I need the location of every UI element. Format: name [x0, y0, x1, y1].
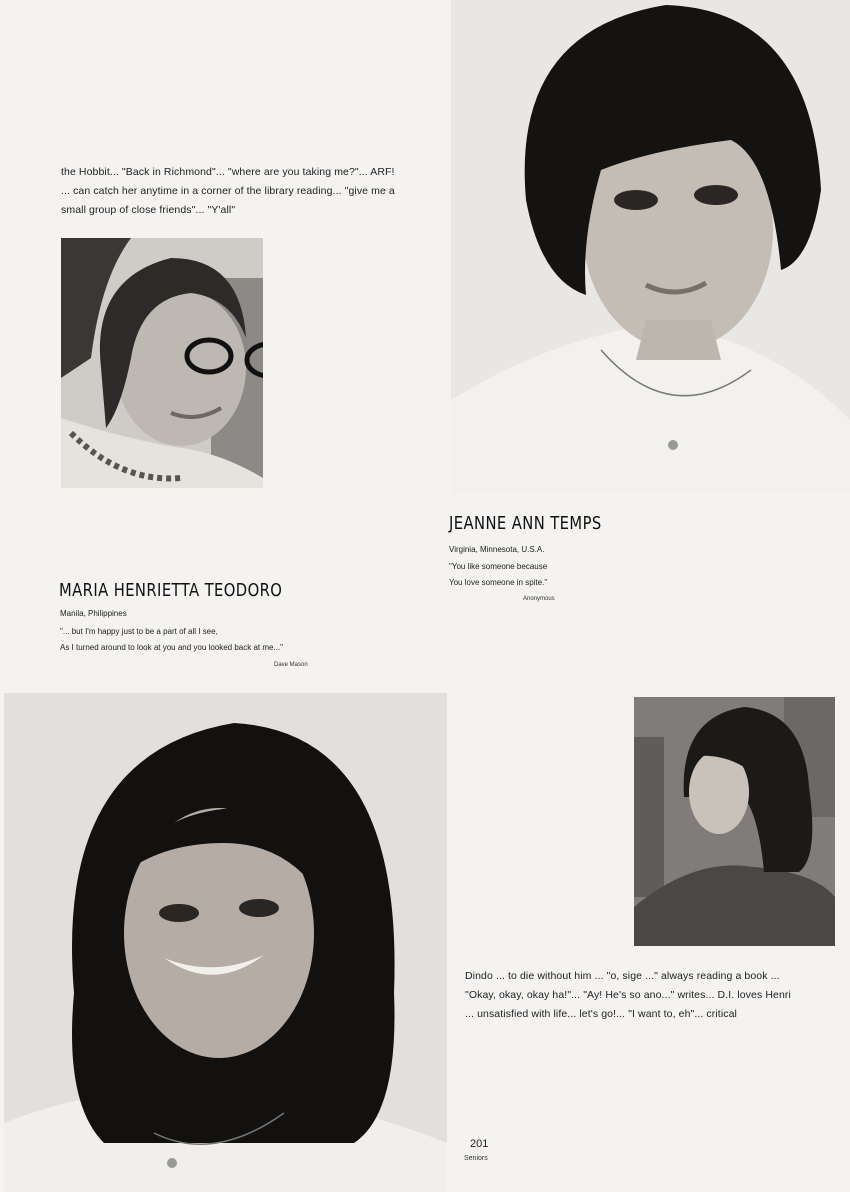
quote-line: As I turned around to look at you and you looked back at me..." [60, 643, 283, 652]
blurb-line: small group of close friends"... "Y'all" [61, 204, 236, 216]
name-teodoro: MARIA HENRIETTA TEODORO [59, 580, 283, 601]
blurb-line: the Hobbit... "Back in Richmond"... "where are you taking me?"... ARF! [61, 166, 395, 178]
quote-line: "... but I'm happy just to be a part of all I see, [60, 627, 218, 636]
name-temps: JEANNE ANN TEMPS [449, 513, 602, 534]
attribution-temps: Anonymous [523, 596, 555, 602]
quote-teodoro [60, 624, 283, 656]
attribution-teodoro: Dave Mason [274, 662, 308, 668]
portrait-teodoro [4, 693, 447, 1192]
candid-photo-teodoro [61, 238, 263, 488]
section-label: Seniors [464, 1155, 488, 1162]
hometown-teodoro: Manila, Philippines [60, 609, 127, 618]
candid-photo-temps [634, 697, 835, 946]
blurb-temps [465, 967, 837, 1024]
blurb-line: Dindo ... to die without him ... "o, sige ..." always reading a book ... [465, 970, 780, 982]
quote-line: "You like someone because [449, 562, 548, 571]
quote-line: You love someone in spite." [449, 578, 548, 587]
blurb-line: ... unsatisfied with life... let's go!... "I want to, eh"... critical [465, 1008, 737, 1020]
blurb-line: ... can catch her anytime in a corner of the library reading... "give me a [61, 185, 395, 197]
blurb-line: "Okay, okay, okay ha!"... "Ay! He's so ano..." writes... D.I. loves Henri [465, 989, 791, 1001]
page-number: 201 [470, 1138, 489, 1150]
blurb-teodoro [61, 163, 433, 220]
hometown-temps: Virginia, Minnesota, U.S.A. [449, 545, 545, 554]
portrait-temps [451, 0, 850, 494]
quote-temps [449, 559, 547, 591]
